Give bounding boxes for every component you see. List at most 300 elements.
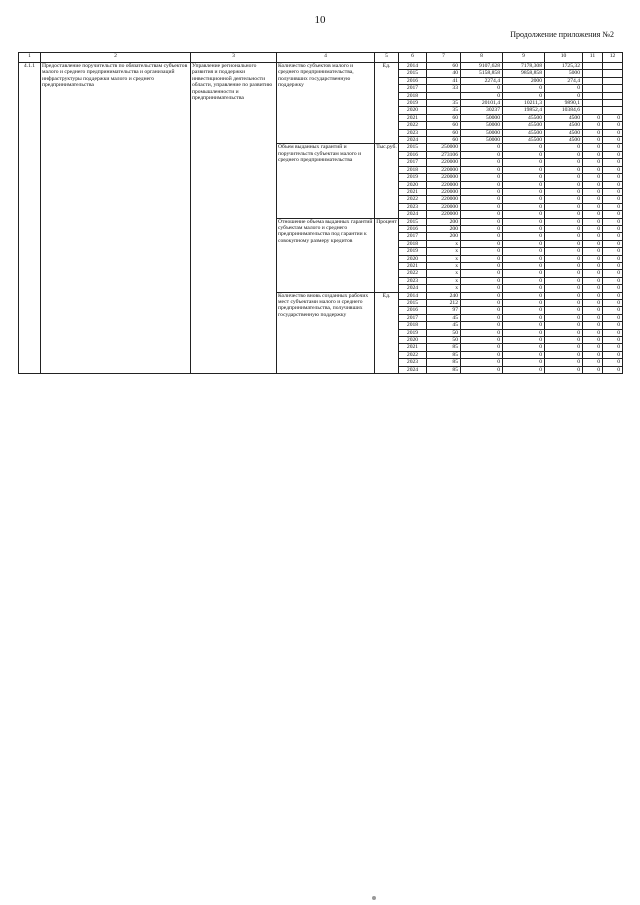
value-cell: 10211,3 xyxy=(503,100,545,107)
year-cell: 2014 xyxy=(399,292,427,299)
value-cell: 0 xyxy=(503,85,545,92)
value-cell: 0 xyxy=(583,166,603,173)
value-cell: 212 xyxy=(427,300,461,307)
value-cell: 50000 xyxy=(461,122,503,129)
value-cell: 0 xyxy=(503,314,545,321)
value-cell: 0 xyxy=(583,329,603,336)
value-cell: 41 xyxy=(427,77,461,84)
value-cell: 0 xyxy=(545,144,583,151)
value-cell: 50 xyxy=(427,337,461,344)
value-cell: 220000 xyxy=(427,211,461,218)
value-cell: 0 xyxy=(461,366,503,373)
value-cell: 0 xyxy=(603,300,623,307)
value-cell: 200 xyxy=(427,218,461,225)
header-cell: 9 xyxy=(503,53,545,63)
value-cell: x xyxy=(427,262,461,269)
value-cell: 40 xyxy=(427,70,461,77)
table-row xyxy=(19,63,623,70)
year-cell: 2015 xyxy=(399,70,427,77)
value-cell: 0 xyxy=(461,351,503,358)
year-cell: 2021 xyxy=(399,114,427,121)
value-cell: 30237 xyxy=(461,107,503,114)
value-cell: 0 xyxy=(461,92,503,99)
value-cell: 0 xyxy=(461,292,503,299)
value-cell xyxy=(603,107,623,114)
value-cell xyxy=(603,92,623,99)
year-cell: 2020 xyxy=(399,181,427,188)
value-cell: 0 xyxy=(545,255,583,262)
value-cell: 0 xyxy=(603,314,623,321)
unit-cell: Процент xyxy=(375,218,399,292)
value-cell: 0 xyxy=(583,144,603,151)
value-cell: 0 xyxy=(503,196,545,203)
year-cell: 2017 xyxy=(399,159,427,166)
year-cell: 2018 xyxy=(399,92,427,99)
value-cell: 9890,1 xyxy=(545,100,583,107)
value-cell xyxy=(583,70,603,77)
value-cell: 0 xyxy=(545,225,583,232)
value-cell: 220000 xyxy=(427,203,461,210)
value-cell xyxy=(603,85,623,92)
header-cell: 4 xyxy=(277,53,375,63)
header-cell: 1 xyxy=(19,53,41,63)
value-cell: 0 xyxy=(503,262,545,269)
value-cell: 0 xyxy=(583,211,603,218)
value-cell: 2000 xyxy=(503,77,545,84)
value-cell: 0 xyxy=(583,262,603,269)
value-cell: 0 xyxy=(503,248,545,255)
value-cell: 85 xyxy=(427,359,461,366)
value-cell xyxy=(603,100,623,107)
value-cell: 0 xyxy=(461,337,503,344)
value-cell: 0 xyxy=(461,196,503,203)
value-cell: 0 xyxy=(583,114,603,121)
value-cell: 240 xyxy=(427,292,461,299)
value-cell: 35 xyxy=(427,100,461,107)
indicator-cell: Отношение объема выданных гарантий субъектам малого и среднего предпринимательства под гарантии к совокупному размеру кредитов xyxy=(277,218,375,292)
year-cell: 2018 xyxy=(399,322,427,329)
measure-cell: Предоставление поручительств по обязательствам субъектов малого и среднего предпринимательства и организаций инфраструктуры поддержки малого и среднего предпринимательства xyxy=(41,63,191,374)
year-cell: 2022 xyxy=(399,122,427,129)
value-cell: 0 xyxy=(603,159,623,166)
value-cell: 220000 xyxy=(427,181,461,188)
value-cell xyxy=(603,77,623,84)
value-cell: 60 xyxy=(427,122,461,129)
value-cell: 35 xyxy=(427,107,461,114)
unit-cell: Тыс.руб. xyxy=(375,144,399,218)
value-cell: 60 xyxy=(427,137,461,144)
value-cell: 0 xyxy=(603,218,623,225)
year-cell: 2019 xyxy=(399,329,427,336)
value-cell: 0 xyxy=(461,233,503,240)
value-cell: 0 xyxy=(503,166,545,173)
value-cell: 0 xyxy=(603,322,623,329)
value-cell xyxy=(427,92,461,99)
value-cell: 1725,32 xyxy=(545,63,583,70)
value-cell: 0 xyxy=(603,166,623,173)
year-cell: 2016 xyxy=(399,77,427,84)
value-cell: 0 xyxy=(503,144,545,151)
unit-cell: Ед. xyxy=(375,63,399,144)
year-cell: 2023 xyxy=(399,359,427,366)
year-cell: 2023 xyxy=(399,129,427,136)
value-cell: 0 xyxy=(461,159,503,166)
header-cell: 8 xyxy=(461,53,503,63)
value-cell: 0 xyxy=(583,240,603,247)
value-cell: 0 xyxy=(503,270,545,277)
value-cell: 0 xyxy=(603,211,623,218)
year-cell: 2015 xyxy=(399,300,427,307)
value-cell: 0 xyxy=(583,233,603,240)
value-cell: 0 xyxy=(603,137,623,144)
value-cell: 0 xyxy=(583,292,603,299)
value-cell: 0 xyxy=(545,240,583,247)
value-cell: x xyxy=(427,270,461,277)
year-cell: 2016 xyxy=(399,151,427,158)
table-body xyxy=(19,63,623,374)
value-cell: 0 xyxy=(583,225,603,232)
year-cell: 2016 xyxy=(399,307,427,314)
value-cell: 0 xyxy=(461,359,503,366)
value-cell: 7178,308 xyxy=(503,63,545,70)
value-cell: 0 xyxy=(603,129,623,136)
value-cell: 0 xyxy=(603,344,623,351)
value-cell: 0 xyxy=(461,225,503,232)
value-cell: 0 xyxy=(461,174,503,181)
value-cell: 0 xyxy=(603,114,623,121)
value-cell: 220000 xyxy=(427,188,461,195)
value-cell: 0 xyxy=(603,285,623,292)
value-cell: 0 xyxy=(503,211,545,218)
value-cell: 0 xyxy=(583,248,603,255)
value-cell: 0 xyxy=(503,337,545,344)
document-sheet xyxy=(18,52,622,374)
value-cell: 0 xyxy=(545,188,583,195)
value-cell: 0 xyxy=(545,337,583,344)
value-cell: 0 xyxy=(583,218,603,225)
value-cell: 45500 xyxy=(503,122,545,129)
value-cell: 0 xyxy=(545,314,583,321)
value-cell: 45500 xyxy=(503,129,545,136)
value-cell: 0 xyxy=(545,366,583,373)
year-cell: 2024 xyxy=(399,366,427,373)
value-cell: 0 xyxy=(545,211,583,218)
value-cell: x xyxy=(427,248,461,255)
value-cell: 0 xyxy=(503,181,545,188)
value-cell: 0 xyxy=(603,277,623,284)
value-cell: 60 xyxy=(427,63,461,70)
value-cell: 0 xyxy=(603,225,623,232)
value-cell: 0 xyxy=(461,188,503,195)
program-table xyxy=(18,52,623,374)
value-cell: 0 xyxy=(545,351,583,358)
value-cell: 0 xyxy=(503,307,545,314)
value-cell xyxy=(603,70,623,77)
value-cell: 45500 xyxy=(503,137,545,144)
value-cell: 0 xyxy=(545,174,583,181)
value-cell: 0 xyxy=(503,277,545,284)
value-cell: 0 xyxy=(461,285,503,292)
value-cell: 0 xyxy=(503,329,545,336)
value-cell: 50000 xyxy=(461,129,503,136)
value-cell: 19852,4 xyxy=(503,107,545,114)
value-cell: 0 xyxy=(603,122,623,129)
value-cell: 85 xyxy=(427,344,461,351)
value-cell: 0 xyxy=(503,285,545,292)
value-cell: 0 xyxy=(545,300,583,307)
value-cell: x xyxy=(427,255,461,262)
value-cell: 0 xyxy=(461,255,503,262)
value-cell: 4500 xyxy=(545,129,583,136)
value-cell: 0 xyxy=(603,174,623,181)
value-cell: 0 xyxy=(603,329,623,336)
value-cell: 60 xyxy=(427,114,461,121)
value-cell: x xyxy=(427,240,461,247)
value-cell: 0 xyxy=(583,129,603,136)
value-cell: 60 xyxy=(427,129,461,136)
value-cell: 0 xyxy=(461,218,503,225)
value-cell: 5000 xyxy=(545,70,583,77)
value-cell: 0 xyxy=(603,359,623,366)
value-cell: 0 xyxy=(583,159,603,166)
year-cell: 2021 xyxy=(399,262,427,269)
value-cell: 200 xyxy=(427,233,461,240)
value-cell: 0 xyxy=(583,337,603,344)
year-cell: 2017 xyxy=(399,233,427,240)
value-cell: 0 xyxy=(545,292,583,299)
value-cell: 0 xyxy=(583,359,603,366)
year-cell: 2020 xyxy=(399,107,427,114)
year-cell: 2021 xyxy=(399,344,427,351)
value-cell: 0 xyxy=(545,262,583,269)
value-cell: 0 xyxy=(603,248,623,255)
value-cell: 0 xyxy=(603,337,623,344)
value-cell: 0 xyxy=(545,270,583,277)
value-cell: 0 xyxy=(503,151,545,158)
appendix-caption: Продолжение приложения №2 xyxy=(510,30,614,39)
header-cell: 5 xyxy=(375,53,399,63)
year-cell: 2018 xyxy=(399,240,427,247)
value-cell: 0 xyxy=(583,344,603,351)
value-cell xyxy=(603,63,623,70)
value-cell: 45 xyxy=(427,314,461,321)
value-cell: 0 xyxy=(545,285,583,292)
value-cell: 220000 xyxy=(427,174,461,181)
value-cell: 0 xyxy=(461,270,503,277)
value-cell: 0 xyxy=(461,240,503,247)
header-cell: 12 xyxy=(603,53,623,63)
indicator-cell: Количество субъектов малого и среднего предпринимательства, получивших государственную поддержку xyxy=(277,63,375,144)
year-cell: 2019 xyxy=(399,248,427,255)
value-cell: 85 xyxy=(427,351,461,358)
value-cell: 0 xyxy=(461,307,503,314)
value-cell: 0 xyxy=(461,300,503,307)
value-cell: 50 xyxy=(427,329,461,336)
value-cell: 0 xyxy=(583,277,603,284)
value-cell: 0 xyxy=(583,196,603,203)
value-cell: 0 xyxy=(461,211,503,218)
value-cell: 0 xyxy=(603,262,623,269)
value-cell: 0 xyxy=(545,203,583,210)
value-cell: 0 xyxy=(603,366,623,373)
value-cell: 0 xyxy=(545,359,583,366)
value-cell: 220000 xyxy=(427,166,461,173)
value-cell: 0 xyxy=(583,137,603,144)
value-cell: 0 xyxy=(503,366,545,373)
value-cell: 0 xyxy=(545,277,583,284)
header-cell: 2 xyxy=(41,53,191,63)
value-cell: 0 xyxy=(603,307,623,314)
year-cell: 2022 xyxy=(399,270,427,277)
value-cell: 220000 xyxy=(427,159,461,166)
value-cell: 0 xyxy=(603,151,623,158)
value-cell: 0 xyxy=(545,218,583,225)
value-cell: 9858,858 xyxy=(503,70,545,77)
value-cell: 0 xyxy=(461,166,503,173)
value-cell: 50000 xyxy=(461,137,503,144)
value-cell: 0 xyxy=(583,151,603,158)
value-cell xyxy=(583,77,603,84)
value-cell: 4500 xyxy=(545,122,583,129)
indicator-cell: Объем выданных гарантий и поручительств субъектам малого и среднего предпринимательства xyxy=(277,144,375,218)
value-cell: 5158,858 xyxy=(461,70,503,77)
year-cell: 2014 xyxy=(399,63,427,70)
value-cell: 0 xyxy=(545,166,583,173)
value-cell: 9107,628 xyxy=(461,63,503,70)
year-cell: 2019 xyxy=(399,174,427,181)
value-cell: 0 xyxy=(503,233,545,240)
indicator-cell: Количество вновь созданных рабочих мест субъектами малого и среднего предпринимательства, получивших государственную поддержку xyxy=(277,292,375,373)
value-cell: 0 xyxy=(503,300,545,307)
value-cell: 0 xyxy=(583,322,603,329)
value-cell: 0 xyxy=(503,240,545,247)
value-cell: 20101,4 xyxy=(461,100,503,107)
scan-dot xyxy=(372,896,376,900)
value-cell: 0 xyxy=(461,329,503,336)
year-cell: 2021 xyxy=(399,188,427,195)
value-cell: 0 xyxy=(503,359,545,366)
header-cell: 7 xyxy=(427,53,461,63)
year-cell: 2015 xyxy=(399,218,427,225)
value-cell: 0 xyxy=(545,92,583,99)
year-cell: 2017 xyxy=(399,85,427,92)
value-cell: 0 xyxy=(545,329,583,336)
value-cell: 0 xyxy=(503,218,545,225)
value-cell: 0 xyxy=(583,203,603,210)
year-cell: 2024 xyxy=(399,137,427,144)
value-cell: 0 xyxy=(583,366,603,373)
value-cell: 0 xyxy=(503,292,545,299)
value-cell xyxy=(583,63,603,70)
year-cell: 2024 xyxy=(399,211,427,218)
value-cell xyxy=(583,107,603,114)
value-cell: 220000 xyxy=(427,196,461,203)
value-cell: 0 xyxy=(461,85,503,92)
value-cell: 0 xyxy=(545,307,583,314)
value-cell: 0 xyxy=(603,292,623,299)
year-cell: 2022 xyxy=(399,351,427,358)
value-cell: 45 xyxy=(427,322,461,329)
value-cell xyxy=(583,85,603,92)
value-cell: 0 xyxy=(545,159,583,166)
year-cell: 2016 xyxy=(399,225,427,232)
value-cell: 85 xyxy=(427,366,461,373)
value-cell: 0 xyxy=(503,92,545,99)
year-cell: 2019 xyxy=(399,100,427,107)
value-cell: 0 xyxy=(583,122,603,129)
value-cell: 0 xyxy=(583,181,603,188)
value-cell: 2274,4 xyxy=(461,77,503,84)
header-cell: 11 xyxy=(583,53,603,63)
value-cell: 0 xyxy=(583,300,603,307)
header-row xyxy=(19,53,623,63)
value-cell: 33 xyxy=(427,85,461,92)
value-cell: 0 xyxy=(545,196,583,203)
value-cell: 0 xyxy=(545,322,583,329)
year-cell: 2023 xyxy=(399,203,427,210)
value-cell: 0 xyxy=(583,188,603,195)
year-cell: 2022 xyxy=(399,196,427,203)
value-cell: 50000 xyxy=(461,114,503,121)
value-cell xyxy=(583,100,603,107)
year-cell: 2017 xyxy=(399,314,427,321)
year-cell: 2024 xyxy=(399,285,427,292)
value-cell: 0 xyxy=(503,159,545,166)
value-cell: 0 xyxy=(461,144,503,151)
value-cell: 200 xyxy=(427,225,461,232)
value-cell: 4500 xyxy=(545,114,583,121)
value-cell: 0 xyxy=(545,233,583,240)
value-cell: x xyxy=(427,285,461,292)
value-cell: 0 xyxy=(503,322,545,329)
value-cell: 0 xyxy=(461,322,503,329)
value-cell: 0 xyxy=(603,255,623,262)
value-cell: 0 xyxy=(503,174,545,181)
value-cell: 4500 xyxy=(545,137,583,144)
value-cell: 0 xyxy=(461,181,503,188)
value-cell: 0 xyxy=(583,255,603,262)
value-cell: 0 xyxy=(603,144,623,151)
value-cell: 0 xyxy=(603,188,623,195)
value-cell: 250000 xyxy=(427,144,461,151)
value-cell: 0 xyxy=(583,285,603,292)
value-cell: 0 xyxy=(503,351,545,358)
year-cell: 2023 xyxy=(399,277,427,284)
value-cell: 0 xyxy=(503,255,545,262)
value-cell: 0 xyxy=(583,174,603,181)
year-cell: 2020 xyxy=(399,255,427,262)
value-cell: 0 xyxy=(603,233,623,240)
value-cell: 45500 xyxy=(503,114,545,121)
value-cell: 0 xyxy=(461,344,503,351)
value-cell: 0 xyxy=(503,203,545,210)
value-cell: 0 xyxy=(583,270,603,277)
value-cell: 0 xyxy=(545,181,583,188)
value-cell: 97 xyxy=(427,307,461,314)
value-cell: 0 xyxy=(583,314,603,321)
value-cell: 0 xyxy=(603,203,623,210)
year-cell: 2018 xyxy=(399,166,427,173)
value-cell: 0 xyxy=(461,248,503,255)
header-cell: 10 xyxy=(545,53,583,63)
unit-cell: Ед. xyxy=(375,292,399,373)
value-cell xyxy=(583,92,603,99)
value-cell: 0 xyxy=(603,270,623,277)
value-cell: 0 xyxy=(503,225,545,232)
value-cell: 0 xyxy=(603,181,623,188)
value-cell: 0 xyxy=(461,262,503,269)
value-cell: x xyxy=(427,277,461,284)
